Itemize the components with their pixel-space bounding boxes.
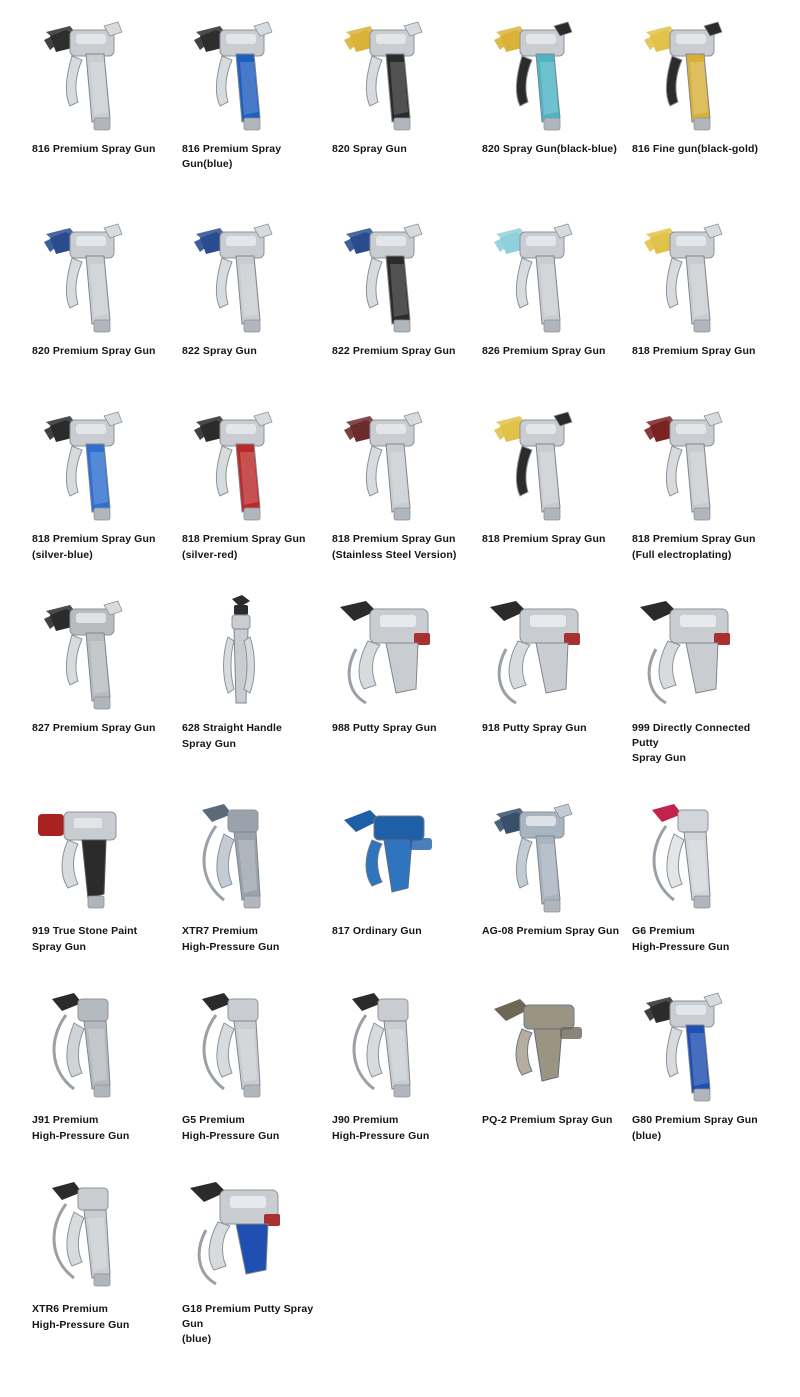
product-name-line1: 818 Premium Spray Gun (632, 345, 756, 357)
spray-gun-icon[interactable] (26, 593, 175, 721)
product-cell[interactable] (326, 14, 475, 172)
product-name-line1: 820 Premium Spray Gun (32, 345, 156, 357)
product-name-line2: (blue) (182, 1333, 212, 1345)
product-cell[interactable] (476, 593, 625, 751)
product-name-line2: (silver-red) (182, 549, 238, 561)
spray-gun-icon[interactable] (626, 216, 775, 344)
product-name-line2: Spray Gun (182, 738, 236, 750)
product-name-line2 (26, 158, 36, 172)
product-cell[interactable] (476, 14, 625, 172)
product-name-line1: 816 Premium Spray Gun(blue) (182, 143, 282, 170)
row-spacer (26, 1347, 774, 1377)
product-name-line2: High-Pressure Gun (182, 1130, 280, 1142)
catalog-rows (26, 14, 774, 1377)
catalog-row (26, 404, 774, 563)
catalog-row (26, 593, 774, 766)
product-cell[interactable] (176, 404, 325, 563)
product-name-line1: PQ-2 Premium Spray Gun (482, 1114, 613, 1126)
product-cell[interactable] (626, 985, 775, 1144)
spray-gun-icon[interactable] (26, 14, 175, 142)
product-name-line2: High-Pressure Gun (32, 1130, 130, 1142)
product-cell[interactable] (26, 985, 175, 1144)
product-name-line2 (26, 737, 36, 751)
product-name-line2: High-Pressure Gun (632, 941, 730, 953)
catalog-row (26, 216, 774, 374)
product-name-line2 (476, 548, 486, 562)
product-cell[interactable] (26, 216, 175, 374)
product-name-line2 (476, 360, 486, 374)
product-cell[interactable] (476, 216, 625, 374)
spray-gun-icon[interactable] (476, 404, 625, 532)
product-name-line1: XTR7 Premium (182, 925, 258, 937)
ordinary-gun-icon[interactable] (326, 796, 475, 924)
product-name-line2 (26, 360, 36, 374)
spray-gun-icon[interactable] (626, 404, 775, 532)
spray-gun-icon[interactable] (626, 14, 775, 142)
product-name-line1: 826 Premium Spray Gun (482, 345, 606, 357)
product-name-line1: AG-08 Premium Spray Gun (482, 925, 620, 937)
product-name-line2 (476, 940, 486, 954)
product-cell[interactable] (626, 216, 775, 374)
spray-gun-icon[interactable] (326, 14, 475, 142)
product-name-line1: 918 Putty Spray Gun (482, 722, 587, 734)
product-name-line2 (626, 360, 636, 374)
product-cell[interactable] (476, 985, 625, 1143)
product-name-line1: 988 Putty Spray Gun (332, 722, 437, 734)
high-pressure-gun-icon[interactable] (326, 985, 475, 1113)
product-name-line2 (476, 737, 486, 751)
ordinary-gun-icon[interactable] (476, 985, 625, 1113)
product-name-line2 (176, 360, 186, 374)
putty-gun-icon[interactable] (176, 1174, 325, 1302)
product-name-line1: 818 Premium Spray Gun (632, 533, 756, 545)
product-name-line2: (blue) (632, 1130, 662, 1142)
product-name-line1: J90 Premium (332, 1114, 399, 1126)
product-cell[interactable] (326, 404, 475, 563)
product-cell[interactable] (176, 796, 325, 955)
product-name-line1: J91 Premium (32, 1114, 99, 1126)
product-name-line1: G18 Premium Putty Spray Gun (182, 1303, 314, 1330)
product-cell[interactable] (476, 404, 625, 562)
product-name-line2 (176, 172, 186, 186)
spray-gun-icon[interactable] (476, 796, 625, 924)
product-cell[interactable] (476, 796, 625, 954)
product-name-line1: 919 True Stone Paint (32, 925, 138, 937)
product-name-line1: G6 Premium (632, 925, 695, 937)
putty-gun-icon[interactable] (326, 593, 475, 721)
product-name-line2: (silver-blue) (32, 549, 93, 561)
product-name-line1: 827 Premium Spray Gun (32, 722, 156, 734)
product-name-line2: High-Pressure Gun (32, 1319, 130, 1331)
product-cell[interactable] (26, 1174, 175, 1333)
high-pressure-gun-icon[interactable] (176, 796, 325, 924)
product-name-line1: G80 Premium Spray Gun (632, 1114, 758, 1126)
product-cell[interactable] (26, 593, 175, 751)
product-name-line2: Spray Gun (632, 752, 686, 764)
product-name-line2 (476, 158, 486, 172)
row-spacer (26, 374, 774, 404)
product-name-line1: 628 Straight Handle (182, 722, 282, 734)
product-name-line1: 816 Fine gun(black-gold) (632, 143, 759, 155)
product-name-line2 (326, 940, 336, 954)
product-name-line1: 818 Premium Spray Gun (182, 533, 306, 545)
product-cell[interactable] (26, 404, 175, 563)
spray-gun-icon[interactable] (26, 404, 175, 532)
spray-gun-icon[interactable] (176, 14, 325, 142)
product-cell[interactable] (326, 593, 475, 751)
product-cell[interactable] (326, 216, 475, 374)
putty-gun-icon[interactable] (626, 593, 775, 721)
product-name-line1: 820 Spray Gun(black-blue) (482, 143, 617, 155)
row-spacer (26, 186, 774, 216)
product-name-line2 (476, 1129, 486, 1143)
spray-gun-icon[interactable] (176, 404, 325, 532)
product-name-line2: Spray Gun (32, 941, 86, 953)
spray-gun-icon[interactable] (476, 216, 625, 344)
product-name-line2 (326, 737, 336, 751)
high-pressure-gun-icon[interactable] (26, 985, 175, 1113)
product-name-line1: 818 Premium Spray Gun (482, 533, 606, 545)
product-cell[interactable] (26, 14, 175, 172)
straight-handle-gun-icon[interactable] (176, 593, 325, 721)
product-cell[interactable] (626, 14, 775, 172)
spray-gun-icon[interactable] (476, 14, 625, 142)
product-name-line1: 999 Directly Connected Putty (632, 722, 751, 749)
product-name-line2 (326, 360, 336, 374)
product-name-line1: 817 Ordinary Gun (332, 925, 422, 937)
product-cell[interactable] (176, 216, 325, 374)
product-name-line2: (Stainless Steel Version) (332, 549, 457, 561)
product-name-line1: 820 Spray Gun (332, 143, 407, 155)
product-name-line2: High-Pressure Gun (332, 1130, 430, 1142)
product-name-line2 (326, 158, 336, 172)
product-cell[interactable] (176, 985, 325, 1144)
spray-gun-icon[interactable] (26, 216, 175, 344)
catalog-row (26, 1174, 774, 1347)
row-spacer (26, 955, 774, 985)
product-name-line1: 822 Premium Spray Gun (332, 345, 456, 357)
catalog-row (26, 14, 774, 186)
product-name-line1: 822 Spray Gun (182, 345, 257, 357)
catalog-row (26, 985, 774, 1144)
spray-gun-icon[interactable] (326, 216, 475, 344)
product-name-line1: 816 Premium Spray Gun (32, 143, 156, 155)
stone-paint-gun-icon[interactable] (26, 796, 175, 924)
product-cell[interactable] (626, 404, 775, 563)
product-name-line2: (Full electroplating) (632, 549, 732, 561)
product-cell[interactable] (176, 1174, 325, 1347)
high-pressure-gun-icon[interactable] (26, 1174, 175, 1302)
product-cell[interactable] (326, 985, 475, 1144)
spray-gun-icon[interactable] (326, 404, 475, 532)
product-name-line2: High-Pressure Gun (182, 941, 280, 953)
spray-gun-icon[interactable] (176, 216, 325, 344)
row-spacer (26, 766, 774, 796)
product-name-line1: 818 Premium Spray Gun (332, 533, 456, 545)
product-cell[interactable] (626, 796, 775, 955)
product-name-line1: G5 Premium (182, 1114, 245, 1126)
product-cell[interactable] (26, 796, 175, 955)
product-name-line2 (626, 158, 636, 172)
product-cell[interactable] (176, 593, 325, 752)
putty-gun-icon[interactable] (476, 593, 625, 721)
high-pressure-gun-icon[interactable] (626, 796, 775, 924)
product-name-line1: XTR6 Premium (32, 1303, 108, 1315)
catalog-row (26, 796, 774, 955)
product-cell[interactable] (176, 14, 325, 186)
row-spacer (26, 1144, 774, 1174)
row-spacer (26, 563, 774, 593)
product-cell[interactable] (326, 796, 475, 954)
spray-gun-icon[interactable] (626, 985, 775, 1113)
product-name-line1: 818 Premium Spray Gun (32, 533, 156, 545)
product-cell[interactable] (626, 593, 775, 766)
high-pressure-gun-icon[interactable] (176, 985, 325, 1113)
